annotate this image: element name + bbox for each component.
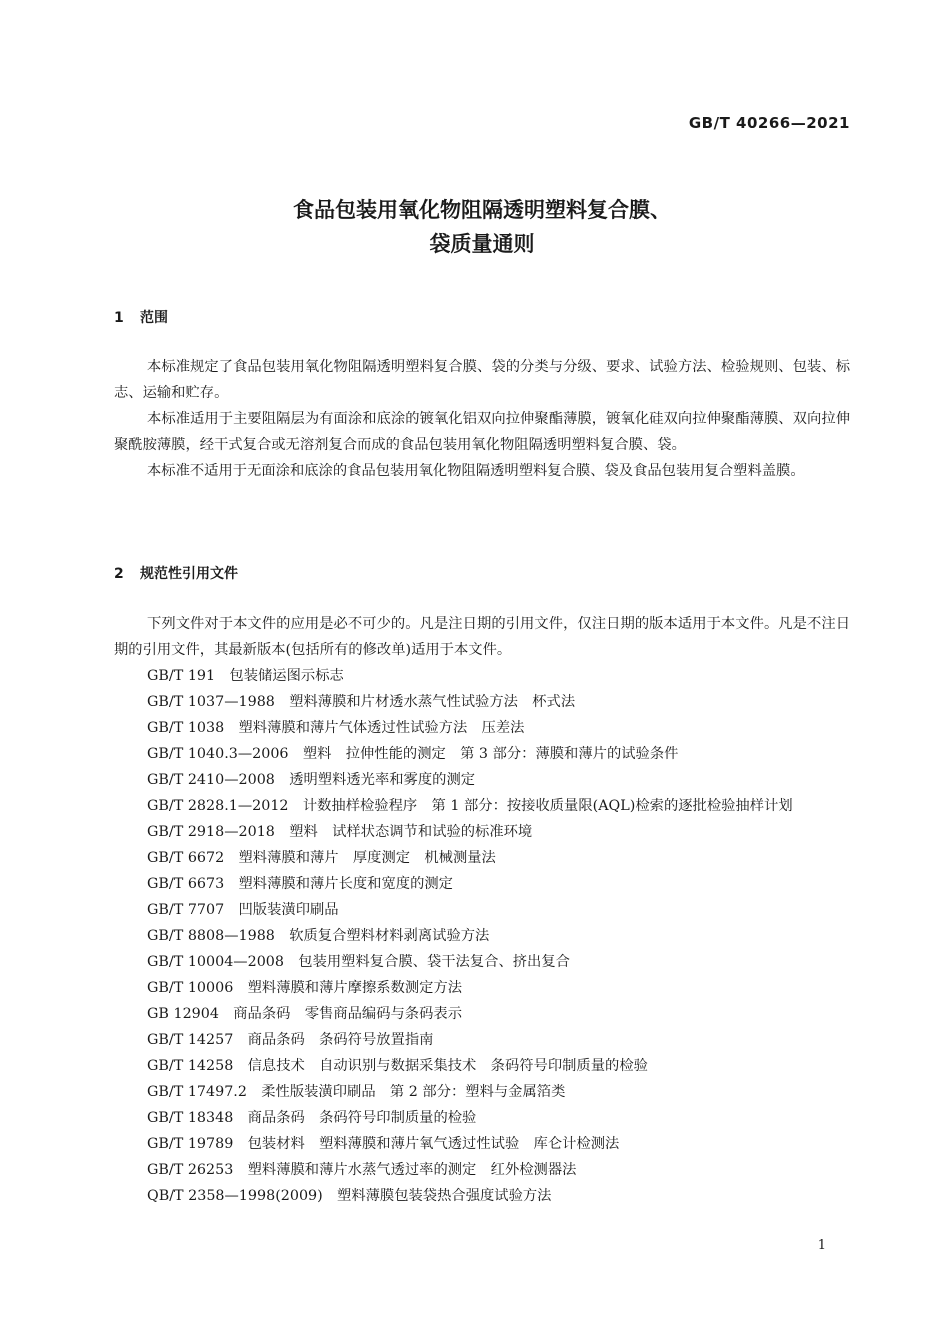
reference-code: GB/T 1037—1988 <box>147 694 275 710</box>
reference-code: GB/T 6672 <box>147 850 225 866</box>
reference-separator <box>275 824 289 840</box>
reference-title: 包装材料 塑料薄膜和薄片氧气透过性试验 库仑计检测法 <box>247 1136 620 1152</box>
paragraph: 本标准适用于主要阻隔层为有面涂和底涂的镀氧化铝双向拉伸聚酯薄膜，镀氧化硅双向拉伸聚酯薄膜、双向拉伸聚酰胺薄膜，经干式复合或无溶剂复合而成的食品包装用氧化物阻隔透明塑料复合膜、袋。 <box>114 411 850 453</box>
reference-title: 塑料薄膜和薄片摩擦系数测定方法 <box>247 980 463 996</box>
reference-title: 透明塑料透光率和雾度的测定 <box>289 772 476 788</box>
reference-code: GB/T 2918—2018 <box>147 824 275 840</box>
document-title <box>0 193 950 261</box>
reference-code: GB/T 14258 <box>147 1058 234 1074</box>
reference-code: GB/T 1038 <box>147 720 225 736</box>
reference-code: GB/T 1040.3—2006 <box>147 746 289 762</box>
reference-code: QB/T 2358—1998(2009) <box>147 1188 323 1204</box>
reference-separator <box>224 902 238 918</box>
reference-title: 塑料薄膜和薄片水蒸气透过率的测定 红外检测器法 <box>247 1162 577 1178</box>
section-1-body <box>114 354 850 484</box>
reference-code: GB/T 10006 <box>147 980 234 996</box>
reference-title: 商品条码 条码符号放置指南 <box>247 1032 434 1048</box>
reference-separator <box>215 668 229 684</box>
reference-item <box>114 663 850 689</box>
reference-item <box>114 819 850 845</box>
reference-code: GB/T 8808—1988 <box>147 928 275 944</box>
reference-code: GB/T 19789 <box>147 1136 234 1152</box>
reference-title: 商品条码 零售商品编码与条码表示 <box>233 1006 462 1022</box>
reference-code: GB/T 18348 <box>147 1110 234 1126</box>
reference-item <box>114 897 850 923</box>
reference-item <box>114 1053 850 1079</box>
reference-separator <box>289 798 303 814</box>
section-number: 1 <box>114 310 124 326</box>
reference-separator <box>289 746 303 762</box>
reference-title: 塑料薄膜和薄片长度和宽度的测定 <box>238 876 453 892</box>
reference-item <box>114 1079 850 1105</box>
paragraph: 下列文件对于本文件的应用是必不可少的。凡是注日期的引用文件，仅注日期的版本适用于本文件。凡是不注日期的引用文件，其最新版本(包括所有的修改单)适用于本文件。 <box>114 616 850 658</box>
reference-item <box>114 767 850 793</box>
reference-separator <box>275 772 289 788</box>
reference-code: GB/T 10004—2008 <box>147 954 284 970</box>
reference-separator <box>224 876 238 892</box>
page-number: 1 <box>817 1238 826 1253</box>
reference-item <box>114 1157 850 1183</box>
reference-separator <box>275 928 289 944</box>
paragraph: 本标准规定了食品包装用氧化物阻隔透明塑料复合膜、袋的分类与分级、要求、试验方法、检验规则、包装、标志、运输和贮存。 <box>114 359 850 401</box>
title-line-1: 食品包装用氧化物阻隔透明塑料复合膜、 <box>293 198 671 222</box>
reference-separator <box>275 694 289 710</box>
section-2-body <box>114 611 850 1209</box>
reference-item <box>114 1105 850 1131</box>
reference-title: 塑料 试样状态调节和试验的标准环境 <box>289 824 533 840</box>
section-title: 范围 <box>140 310 168 326</box>
reference-list <box>114 663 850 1209</box>
reference-item <box>114 845 850 871</box>
reference-item <box>114 741 850 767</box>
reference-separator <box>233 1110 247 1126</box>
section-title: 规范性引用文件 <box>140 566 238 582</box>
reference-separator <box>224 720 238 736</box>
reference-title: 凹版装潢印刷品 <box>238 902 339 918</box>
reference-separator <box>284 954 298 970</box>
reference-separator <box>233 980 247 996</box>
reference-code: GB/T 26253 <box>147 1162 234 1178</box>
reference-item <box>114 715 850 741</box>
reference-title: 塑料 拉伸性能的测定 第 3 部分：薄膜和薄片的试验条件 <box>302 746 679 762</box>
reference-item <box>114 689 850 715</box>
reference-separator <box>219 1006 233 1022</box>
reference-separator <box>247 1084 261 1100</box>
reference-separator <box>233 1058 247 1074</box>
section-1-heading <box>114 308 168 328</box>
reference-item <box>114 1131 850 1157</box>
reference-title: 软质复合塑料材料剥离试验方法 <box>289 928 490 944</box>
section-2-heading <box>114 564 238 584</box>
reference-code: GB/T 2828.1—2012 <box>147 798 289 814</box>
reference-title: 塑料薄膜包装袋热合强度试验方法 <box>337 1188 552 1204</box>
reference-title: 塑料薄膜和片材透水蒸气性试验方法 杯式法 <box>289 694 576 710</box>
reference-item <box>114 871 850 897</box>
reference-item <box>114 1027 850 1053</box>
reference-title: 塑料薄膜和薄片 厚度测定 机械测量法 <box>238 850 496 866</box>
reference-item <box>114 923 850 949</box>
reference-title: 柔性版装潢印刷品 第 2 部分：塑料与金属箔类 <box>261 1084 566 1100</box>
reference-separator <box>323 1188 337 1204</box>
reference-title: 包装储运图示标志 <box>229 668 344 684</box>
reference-item <box>114 793 850 819</box>
reference-item <box>114 975 850 1001</box>
reference-title: 信息技术 自动识别与数据采集技术 条码符号印制质量的检验 <box>247 1058 648 1074</box>
title-line-2: 袋质量通则 <box>429 232 535 256</box>
reference-title: 塑料薄膜和薄片气体透过性试验方法 压差法 <box>238 720 525 736</box>
reference-code: GB/T 14257 <box>147 1032 234 1048</box>
paragraph: 本标准不适用于无面涂和底涂的食品包装用氧化物阻隔透明塑料复合膜、袋及食品包装用复合塑料盖膜。 <box>147 463 805 479</box>
reference-code: GB/T 7707 <box>147 902 225 918</box>
reference-item <box>114 1001 850 1027</box>
reference-separator <box>224 850 238 866</box>
reference-separator <box>233 1136 247 1152</box>
reference-code: GB/T 191 <box>147 668 216 684</box>
reference-item <box>114 949 850 975</box>
reference-title: 包装用塑料复合膜、袋干法复合、挤出复合 <box>298 954 570 970</box>
reference-title: 计数抽样检验程序 第 1 部分：按接收质量限(AQL)检索的逐批检验抽样计划 <box>302 798 793 814</box>
reference-item <box>114 1183 850 1209</box>
reference-code: GB/T 2410—2008 <box>147 772 275 788</box>
section-number: 2 <box>114 566 124 582</box>
standard-code: GB/T 40266—2021 <box>688 114 850 132</box>
reference-separator <box>233 1032 247 1048</box>
reference-code: GB 12904 <box>147 1006 219 1022</box>
reference-title: 商品条码 条码符号印制质量的检验 <box>247 1110 477 1126</box>
reference-separator <box>233 1162 247 1178</box>
reference-code: GB/T 6673 <box>147 876 225 892</box>
reference-code: GB/T 17497.2 <box>147 1084 247 1100</box>
